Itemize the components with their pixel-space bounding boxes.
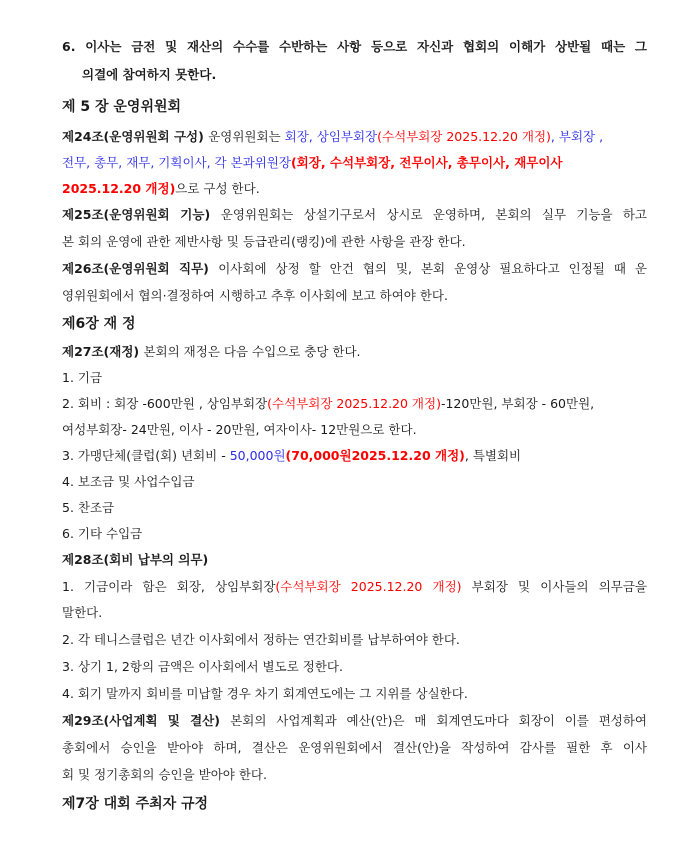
chapter-7-heading [62, 795, 647, 813]
text: 6. 기타 수입금 [62, 526, 143, 541]
article-28-item-2 [62, 631, 647, 649]
article-27-line [62, 343, 647, 361]
text: 의결에 참여하지 못한다. [82, 67, 217, 82]
article-29-line-2 [62, 739, 647, 757]
article-28-title [62, 551, 647, 569]
article-28-item-1-line-2 [62, 604, 647, 622]
text: 2. 각 테니스클럽은 년간 이사회에서 정하는 연간회비를 납부하여야 한다. [62, 632, 460, 647]
article-27-item-1 [62, 369, 647, 387]
article-title: 제29조(사업계획 및 결산) [62, 713, 231, 728]
text: 6. 이사는 금전 및 재산의 수수를 수반하는 사항 등으로 자신과 협회의 이해가 상반될 때는 그 [62, 39, 647, 54]
heading-text: 제7장 대회 주최자 규정 [62, 796, 209, 812]
article-27-item-2-line-1 [62, 395, 647, 413]
text: 회장, 상임부회장 [284, 129, 378, 144]
article-title: 제26조(운영위원회 직무) [62, 261, 219, 276]
article-title: 제25조(운영위원회 기능) [62, 207, 221, 222]
text: 4. 회기 말까지 회비를 미납할 경우 차기 회계연도에는 그 지위를 상실한다. [62, 686, 468, 701]
text: (회장, 수석부회장, 전무이사, 총무이사, 재무이사 [290, 155, 563, 170]
article-28-item-3 [62, 658, 647, 676]
chapter-5-heading [62, 98, 647, 116]
text: 1. 기금이라 함은 회장, 상임부회장 [62, 579, 276, 594]
article-27-item-3 [62, 447, 647, 465]
text: 여성부회장- 24만원, 이사 - 20만원, 여자이사- 12만원으로 한다. [62, 422, 417, 437]
text: 말한다. [62, 605, 103, 620]
text: 본회의 사업계획과 예산(안)은 매 회계연도마다 회장이 이를 편성하여 [230, 713, 647, 728]
heading-text: 제 5 장 운영위원회 [62, 99, 182, 115]
text: 총회에서 승인을 받아야 하며, 결산은 운영위원회에서 결산(안)을 작성하여 감사를 필한 후 이사 [62, 740, 647, 755]
text: 50,000원 [229, 448, 286, 463]
article-27-item-5 [62, 499, 647, 517]
text: , 부회장 , [550, 129, 604, 144]
article-25-line-1 [62, 206, 647, 224]
article-24-line-2 [62, 154, 647, 172]
text: , 특별회비 [464, 448, 522, 463]
text: 전무, 총무, 재무, 기획이사, 각 본과위원장 [62, 155, 291, 170]
article-title: 제27조(재정) [62, 344, 144, 359]
text: (수석부회장 2025.12.20 개정) [267, 396, 441, 411]
text: 이사회에 상정 할 안건 협의 및, 본회 운영상 필요하다고 인정될 때 운 [218, 261, 647, 276]
text: 3. 상기 1, 2항의 금액은 이사회에서 별도로 정한다. [62, 659, 343, 674]
heading-text: 제6장 재 정 [62, 316, 136, 332]
text: 운영위원회는 상설기구로서 상시로 운영하며, 본회의 실무 기능을 하고 [220, 207, 648, 222]
text: 회 및 정기총회의 승인을 받아야 한다. [62, 767, 267, 782]
text: (수석부회장 2025.12.20 개정) [275, 579, 462, 594]
article-28-item-4 [62, 685, 647, 703]
article-26-line-2 [62, 287, 647, 305]
text: (수석부회장 2025.12.20 개정) [377, 129, 551, 144]
text: 영위원회에서 협의·결정하여 시행하고 추후 이사회에 보고 하여야 한다. [62, 288, 448, 303]
article-26-line-1 [62, 260, 647, 278]
text: -120만원, 부회장 - 60만원, [440, 396, 595, 411]
text: 1. 기금 [62, 370, 103, 385]
article-title: 제24조(운영위원회 구성) [62, 129, 209, 144]
text: 본회의 재정은 다음 수입으로 충당 한다. [143, 344, 361, 359]
text: 4. 보조금 및 사업수입금 [62, 474, 195, 489]
article-title: 제28조(회비 납부의 의무) [62, 552, 209, 567]
article-25-line-2 [62, 233, 647, 251]
article-27-item-6 [62, 525, 647, 543]
article-24-line-1 [62, 128, 647, 146]
text: 3. 가맹단체(클럽(회) 년회비 - [62, 448, 230, 463]
article-27-item-4 [62, 473, 647, 491]
text: 운영위원회는 [208, 129, 285, 144]
text: 2. 회비 : 회장 -600만원 , 상임부회장 [62, 396, 268, 411]
text: 5. 찬조금 [62, 500, 115, 515]
text: 2025.12.20 개정) [62, 181, 176, 196]
chapter-6-heading [62, 315, 647, 333]
article-29-line-3 [62, 766, 647, 784]
text: (70,000원2025.12.20 개정) [285, 448, 465, 463]
article-29-line-1 [62, 712, 647, 730]
text: 부회장 및 이사들의 의무금을 [461, 579, 647, 594]
text: 으로 구성 한다. [175, 181, 260, 196]
article-24-line-3 [62, 180, 647, 198]
item-6-line-2 [82, 66, 647, 84]
text: 본 회의 운영에 관한 제반사항 및 등급관리(랭킹)에 관한 사항을 관장 한다. [62, 234, 466, 249]
article-27-item-2-line-2 [62, 421, 647, 439]
item-6-line-1 [62, 38, 647, 56]
article-28-item-1-line-1 [62, 578, 647, 596]
